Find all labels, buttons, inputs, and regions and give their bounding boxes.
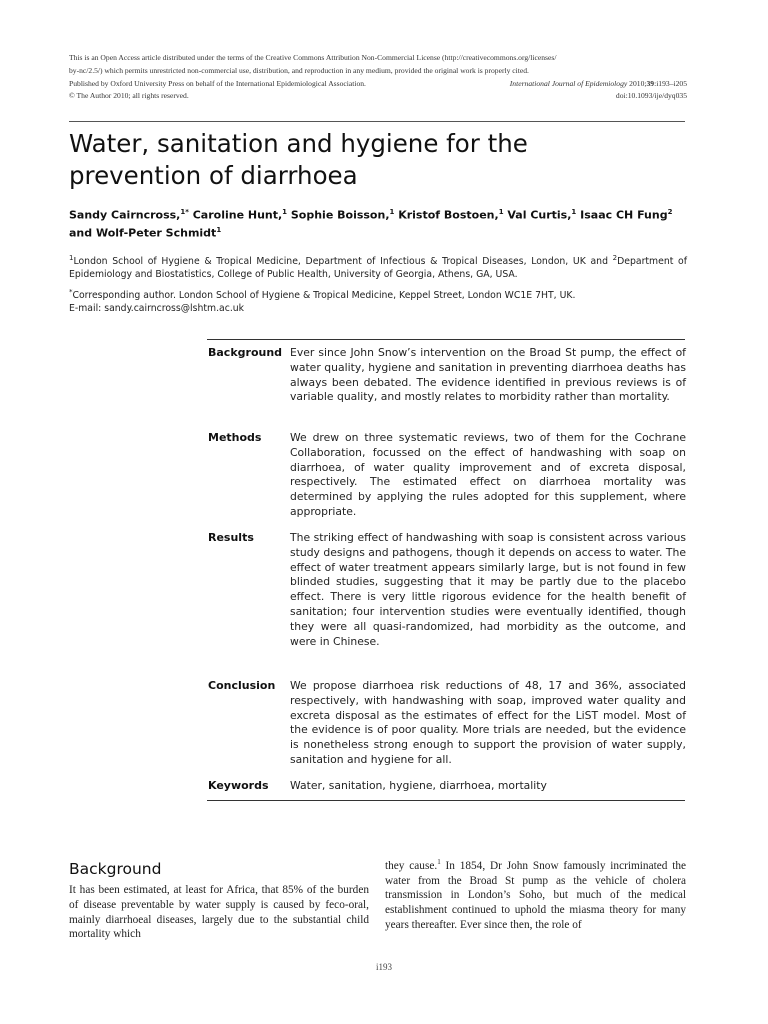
page-number: i193 [375,962,392,972]
affil-sup: 1 [69,254,74,262]
body-right-column [385,855,686,933]
author-name: and Wolf-Peter Schmidt [69,226,217,240]
journal-volume: 39 [646,78,655,88]
abstract-keywords [208,779,686,794]
author-sup: 2 [667,208,673,216]
abstract-results-text: The striking effect of handwashing with soap is consistent across various study designs and pathogens, though it depends on access to water. The effect of water treatment appears similarly large, but is not found in few blinded studies, suggesting that it may be partly due to the placebo effect. There is very little rigorous evidence for the health benefit of sanitation; four intervention studies were eventually identified, though they were all quasi-randomized, had morbidity as the outcome, and were in Chinese. [290,531,686,648]
article-title [69,128,689,192]
abstract-top-rule [207,339,685,340]
corr-email[interactable]: E-mail: sandy.cairncross@lshtm.ac.uk [69,303,245,315]
journal-name: International Journal of Epidemiology [509,78,628,88]
author-sup: 1 [571,208,577,216]
abstract-keywords-label: Keywords [208,779,269,792]
affiliation-2: Department of Epidemiology and Biostatistics, College of Public Health, University of Georgia, Athens, GA, USA. [69,256,687,281]
author-sup: 1* [180,208,189,216]
author-name: Caroline Hunt, [188,208,283,222]
abstract-methods-label: Methods [208,431,262,444]
abstract-keywords-text: Water, sanitation, hygiene, diarrhoea, mortality [290,779,547,792]
doi[interactable]: doi:10.1093/ije/dyq035 [615,91,687,101]
author-name: Isaac CH Fung [576,208,668,222]
abstract-results [208,531,686,649]
affil-sup: 2 [612,254,618,262]
correspondence [69,286,687,315]
author-name: Val Curtis, [503,208,572,222]
body-left-column: It has been estimated, at least for Africa, that 85% of the burden of disease preventable by water supply is caused by feco-oral, mainly diarrhoeal diseases, largely due to the substantial child mortality which [69,884,369,941]
author-list [69,205,689,241]
author-line-2 [69,223,689,241]
author-sup: 1 [389,208,395,216]
license-row-3 [69,78,687,91]
author-line-1 [69,205,689,223]
abstract-conclusion-text: We propose diarrhoea risk reductions of 48, 17 and 36%, associated respectively, with handwashing with soap, improved water quality and excreta disposal as the estimates of effect for the LiST model. Most of the evidence is of poor quality. More trials are needed, but the evidence is nonetheless strong enough to support the provision of water supply, sanitation and hygiene for all. [290,679,686,766]
citation-sup: 1 [437,858,441,866]
abstract-methods [208,431,686,520]
journal-year: 2010; [629,78,647,88]
license-line-1: This is an Open Access article distributed under the terms of the Creative Commons Attribution Non-Commercial License (http://creativecommons.org/licenses/ [69,53,557,62]
abstract-background-text: Ever since John Snow’s intervention on the Broad St pump, the effect of water quality, hygiene and sanitation in preventing diarrhoea deaths has always been debated. The evidence identified in previous reviews is of variable quality, and mostly relates to morbidity rather than mortality. [290,346,686,404]
license-notice [69,52,687,103]
title-line-1: Water, sanitation and hygiene for the [69,129,528,158]
abstract-bottom-rule [207,800,685,801]
license-line-2: by-nc/2.5/) which permits unrestricted non-commercial use, distribution, and reproduction in any medium, provided the original work is properly cited. [69,65,529,75]
abstract-conclusion [208,679,686,768]
abstract-results-label: Results [208,531,254,544]
affiliations [69,252,687,281]
corr-address: Corresponding author. London School of Hygiene & Tropical Medicine, Keppel Street, London WC1E 7HT, UK. [72,290,576,302]
abstract-background-label: Background [208,346,283,359]
body-right-text-b: In 1854, Dr John Snow famously incriminated the water from the Broad St pump as the vehicle of cholera transmission in London’s Soho, but much of the medical establishment continued to uphold the miasma theory for many years thereafter. Ever since then, the role of [385,859,687,931]
title-line-2: prevention of diarrhoea [69,161,358,190]
journal-citation [510,78,687,91]
journal-pages: :i193–i205 [654,78,687,88]
abstract-methods-text: We drew on three systematic reviews, two of them for the Cochrane Collaboration, focussed on the effect of handwashing with soap on diarrhoea, of water quality improvement and of excreta disposal, respectively. The estimated effect on diarrhoea mortality was determined by applying the rules adopted for this supplement, where appropriate. [290,431,686,518]
section-heading-background: Background [69,860,162,878]
author-sup: 1 [282,208,288,216]
copyright-line: © The Author 2010; all rights reserved. [69,91,189,101]
abstract-background [208,346,686,405]
publisher-line: Published by Oxford University Press on behalf of the International Epidemiological Association. [69,78,366,88]
license-row-4 [69,90,687,103]
author-name: Kristof Bostoen, [394,208,499,222]
author-sup: 1 [216,226,222,235]
corr-line-1 [69,286,687,302]
author-name: Sandy Cairncross, [69,208,181,222]
author-name: Sophie Boisson, [287,208,390,222]
body-right-text-a: they cause. [385,859,438,872]
abstract-conclusion-label: Conclusion [208,679,276,692]
header-rule [69,121,685,122]
corr-sup: * [69,288,73,296]
affiliation-1: London School of Hygiene & Tropical Medicine, Department of Infectious & Tropical Diseases, London, UK and [73,256,613,268]
author-sup: 1 [498,208,504,216]
